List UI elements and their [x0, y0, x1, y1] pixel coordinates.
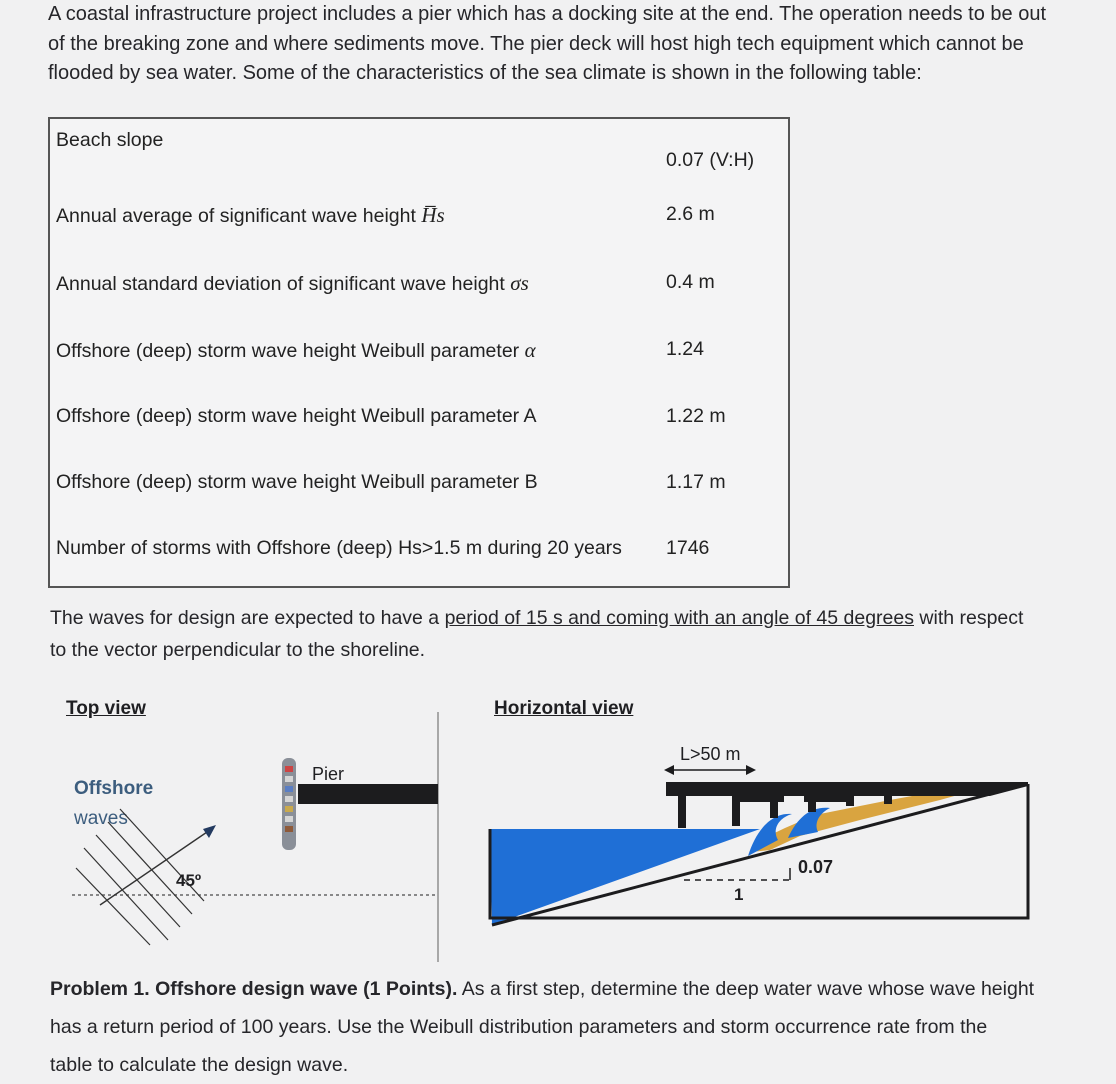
design-text-post: with respect: [913, 607, 1024, 629]
design-wave-paragraph: [50, 602, 1060, 666]
coastal-figure: [0, 680, 1116, 980]
problem-text-1: As a first step, determine the deep water wave whose wave height: [457, 978, 1035, 1000]
row-label: Number of storms with Offshore (deep) Hs>1.5 m during 20 years: [56, 537, 622, 559]
sea-climate-table: [48, 117, 790, 588]
top-view-diagram: [72, 712, 438, 962]
water-body: [490, 829, 760, 925]
pier-label: Pier: [312, 764, 345, 784]
arrow-right-icon: [746, 765, 756, 775]
row-value: 0.4 m: [666, 271, 715, 293]
angle-label: 45º: [176, 871, 202, 890]
intro-line-1: A coastal infrastructure project includes a pier which has a docking site at the end. The operation needs to be out: [48, 3, 1047, 25]
horizontal-view-title: Horizontal view: [494, 698, 634, 719]
top-view-title: Top view: [66, 698, 146, 719]
wave-direction-line: [100, 830, 210, 905]
row-symbol: H̅s: [421, 203, 445, 227]
row-label: Beach slope: [56, 129, 164, 151]
intro-paragraph: [48, 0, 1058, 89]
arrow-left-icon: [664, 765, 674, 775]
row-value: 1.22 m: [666, 405, 726, 427]
row-label: Offshore (deep) storm wave height Weibull parameter A: [56, 405, 537, 427]
ship-icon: [282, 758, 296, 850]
intro-line-3: flooded by sea water. Some of the characteristics of the sea climate is shown in the following table:: [48, 62, 922, 84]
row-label: Annual standard deviation of significant wave height: [56, 273, 511, 295]
intro-line-2: of the breaking zone and where sediments move. The pier deck will host high tech equipment which cannot be: [48, 32, 1024, 55]
table-row: [56, 537, 781, 567]
table-row: [56, 471, 781, 501]
table-row: [56, 271, 781, 301]
problem-statement: [50, 970, 1050, 1084]
horizontal-view-diagram: [490, 744, 1028, 925]
slope-rise-label: 0.07: [798, 857, 834, 877]
length-label: L>50 m: [680, 744, 741, 764]
design-text-pre: The waves for design are expected to have a: [50, 607, 445, 629]
row-value: 0.07 (V:H): [666, 149, 755, 171]
row-label: Offshore (deep) storm wave height Weibull parameter B: [56, 471, 538, 493]
offshore-label: Offshore: [74, 778, 154, 799]
wave-direction-arrow-icon: [203, 825, 216, 838]
problem-text-3: table to calculate the design wave.: [50, 1054, 349, 1076]
row-symbol: σs: [510, 271, 529, 295]
row-value: 1.24: [666, 338, 704, 360]
row-symbol: α: [524, 338, 536, 362]
pier-deck: [666, 782, 1028, 796]
problem-title: Problem 1. Offshore design wave (1 Points).: [50, 978, 458, 1000]
design-text-line-2: to the vector perpendicular to the shoreline.: [50, 639, 426, 661]
design-underlined-text: period of 15 s and coming with an angle of 45 degrees: [444, 607, 914, 629]
row-value: 1.17 m: [666, 471, 726, 493]
table-row: [56, 405, 781, 435]
row-label: Annual average of significant wave height: [56, 205, 422, 227]
pier: [298, 784, 438, 804]
waves-label: waves: [74, 808, 128, 829]
slope-run-label: 1: [734, 885, 744, 904]
row-label: Offshore (deep) storm wave height Weibull parameter: [56, 340, 525, 362]
table-row: [56, 338, 781, 368]
row-value: 1746: [666, 537, 710, 559]
table-row: [56, 129, 781, 171]
row-value: 2.6 m: [666, 203, 715, 225]
problem-text-2: has a return period of 100 years. Use the Weibull distribution parameters and storm occurrence rate from the: [50, 1016, 988, 1038]
table-row: [56, 203, 781, 233]
